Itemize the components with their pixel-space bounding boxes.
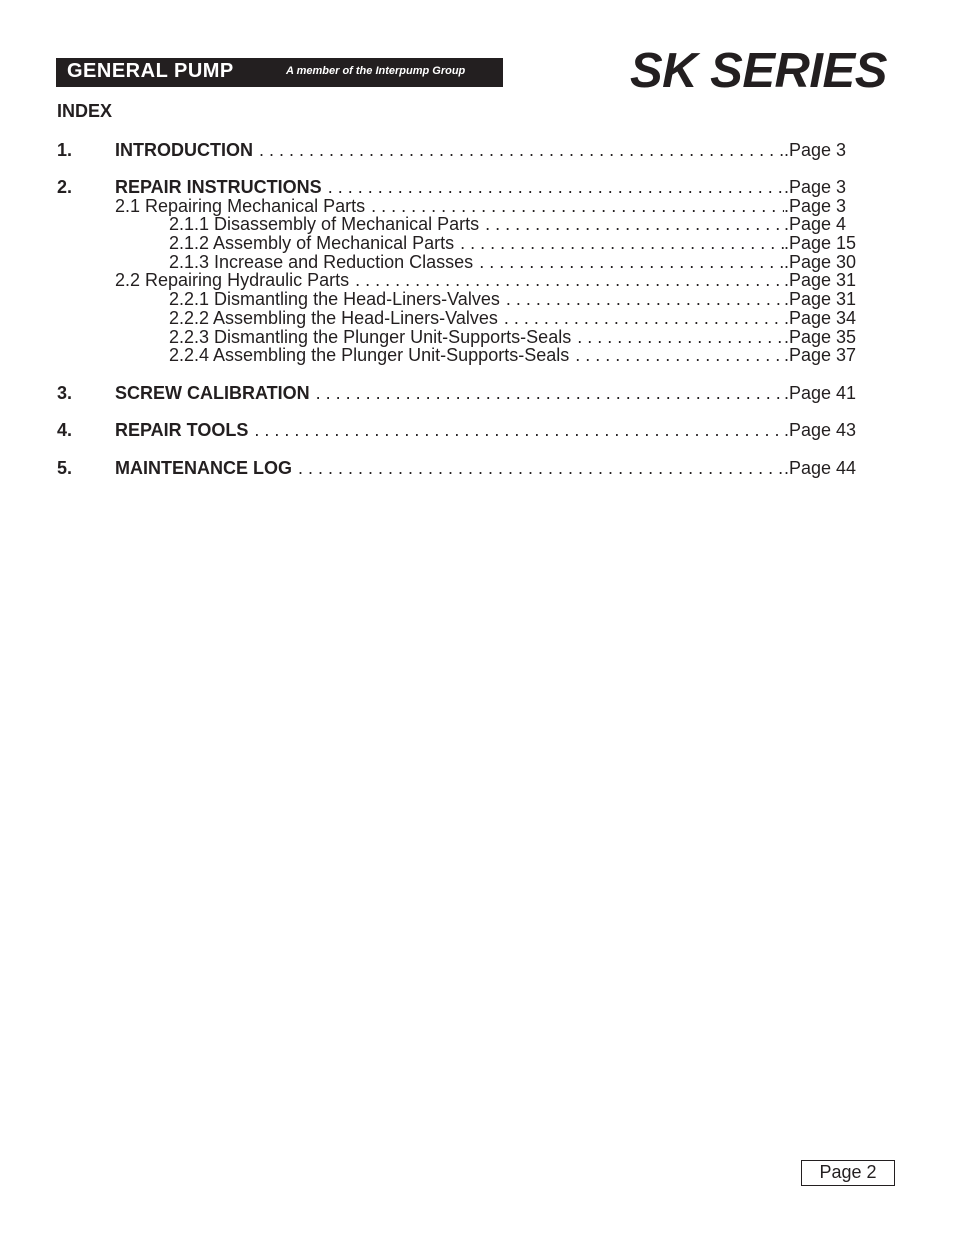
toc-page-ref: .Page 43 [784, 420, 857, 440]
toc-page-ref: .Page 34 [784, 308, 857, 328]
toc-row [0, 308, 954, 329]
toc-dot-leader [485, 214, 784, 235]
toc-dot-leader [298, 458, 784, 479]
toc-row [0, 289, 954, 310]
toc-page-ref: .Page 41 [784, 383, 857, 403]
toc-page-ref: .Page 44 [784, 458, 857, 478]
toc-entry[interactable] [115, 420, 784, 441]
toc-title: 2.1.2 Assembly of Mechanical Parts [169, 233, 455, 253]
toc-dot-leader [316, 383, 784, 404]
toc-title: 2.2.2 Assembling the Head-Liners-Valves [169, 308, 498, 328]
toc-dot-leader [254, 420, 784, 441]
toc-row [0, 270, 954, 291]
toc-page-ref: .Page 31 [784, 270, 857, 290]
brand-tagline: A member of the Interpump Group [286, 65, 466, 77]
toc-dot-leader [460, 233, 784, 254]
toc-title: INTRODUCTION [115, 140, 253, 160]
toc-page-ref: .Page 30 [784, 252, 857, 272]
toc-dot-leader [328, 177, 784, 198]
toc-row [0, 420, 954, 441]
toc-row [0, 383, 954, 404]
toc-page-ref: .Page 37 [784, 345, 857, 365]
toc-row [0, 345, 954, 366]
toc-title: SCREW CALIBRATION [115, 383, 310, 403]
toc-number: 5. [57, 458, 73, 478]
toc-number: 4. [57, 420, 73, 440]
page-number-box [801, 1160, 895, 1186]
toc-row [0, 214, 954, 235]
toc-title: 2.2.3 Dismantling the Plunger Unit-Supports-Seals [169, 327, 572, 347]
toc-dot-leader [259, 140, 784, 161]
brand-name: GENERAL PUMP [67, 60, 234, 82]
toc-dot-leader [575, 345, 784, 366]
toc-title: REPAIR INSTRUCTIONS [115, 177, 322, 197]
toc-entry[interactable] [169, 214, 784, 235]
index-heading: INDEX [57, 101, 113, 121]
toc-row [0, 233, 954, 254]
page-number: Page 2 [819, 1162, 877, 1182]
toc-title: 2.2 Repairing Hydraulic Parts [115, 270, 350, 290]
toc-title: 2.1.1 Disassembly of Mechanical Parts [169, 214, 480, 234]
toc-page-ref: .Page 3 [784, 140, 847, 160]
toc-number: 1. [57, 140, 73, 160]
toc-title: 2.2.4 Assembling the Plunger Unit-Supports-Seals [169, 345, 570, 365]
toc-page-ref: .Page 31 [784, 289, 857, 309]
toc-entry[interactable] [169, 345, 784, 366]
brand-bar [56, 58, 503, 87]
toc-number: 3. [57, 383, 73, 403]
toc-page-ref: .Page 3 [784, 177, 847, 197]
toc-entry[interactable] [169, 308, 784, 329]
toc-row [0, 458, 954, 479]
toc-entry[interactable] [115, 177, 784, 198]
toc-page-ref: .Page 3 [784, 196, 847, 216]
toc-row [0, 140, 954, 161]
toc-dot-leader [355, 270, 784, 291]
toc-entry[interactable] [115, 270, 784, 291]
toc-title: MAINTENANCE LOG [115, 458, 292, 478]
toc-page-ref: .Page 15 [784, 233, 857, 253]
toc-page-ref: .Page 4 [784, 214, 847, 234]
toc-page-ref: .Page 35 [784, 327, 857, 347]
toc-title: 2.2.1 Dismantling the Head-Liners-Valves [169, 289, 500, 309]
toc-number: 2. [57, 177, 73, 197]
toc-entry[interactable] [115, 383, 784, 404]
toc-entry[interactable] [115, 140, 784, 161]
toc-dot-leader [506, 289, 784, 310]
toc-title: 2.1 Repairing Mechanical Parts [115, 196, 366, 216]
toc-entry[interactable] [115, 458, 784, 479]
toc-title: REPAIR TOOLS [115, 420, 249, 440]
toc-row [0, 177, 954, 198]
toc-title: 2.1.3 Increase and Reduction Classes [169, 252, 474, 272]
toc-entry[interactable] [169, 289, 784, 310]
series-title: SK SERIES [630, 44, 887, 98]
toc-entry[interactable] [169, 233, 784, 254]
toc-dot-leader [504, 308, 784, 329]
